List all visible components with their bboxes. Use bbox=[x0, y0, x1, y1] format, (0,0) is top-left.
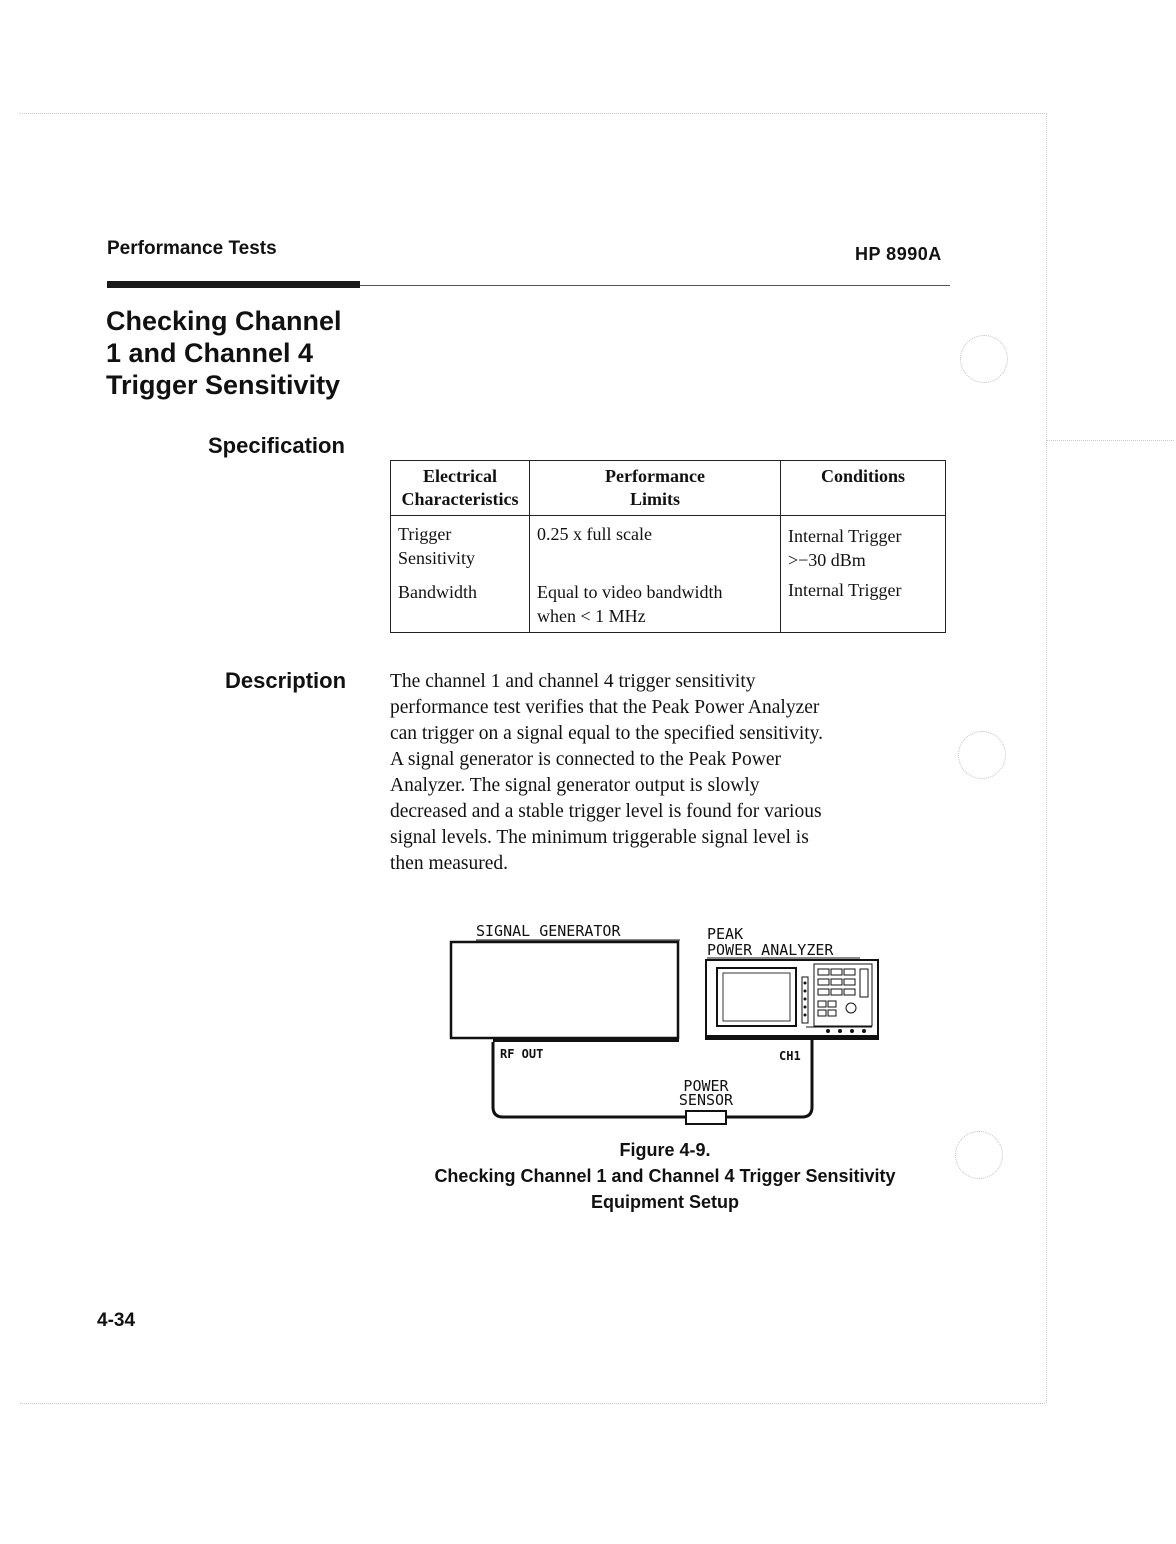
description-line: A signal generator is connected to the Peak Power bbox=[390, 749, 781, 770]
peak-power-analyzer-instrument bbox=[706, 960, 878, 1040]
description-line: signal levels. The minimum triggerable signal level is bbox=[390, 827, 809, 848]
figure-number: Figure 4-9. bbox=[619, 1140, 711, 1160]
cell-conditions bbox=[781, 516, 946, 577]
description-line: Analyzer. The signal generator output is slowly bbox=[390, 775, 760, 796]
scan-border-top bbox=[20, 113, 1045, 114]
label-signal-generator: SIGNAL GENERATOR bbox=[476, 922, 621, 940]
equipment-setup-diagram bbox=[440, 915, 900, 1135]
cell-line: Internal Trigger bbox=[788, 526, 902, 546]
punch-hole-top bbox=[960, 335, 1008, 383]
running-header-right: HP 8990A bbox=[855, 244, 942, 264]
description-line: then measured. bbox=[390, 853, 509, 874]
description-line: performance test verifies that the Peak Power Analyzer bbox=[390, 697, 820, 718]
column-header-line: Characteristics bbox=[401, 489, 519, 509]
cell-characteristic bbox=[391, 516, 530, 577]
label-power: POWER bbox=[683, 1077, 729, 1095]
cell-conditions bbox=[781, 576, 946, 633]
column-header-line: Limits bbox=[629, 489, 680, 509]
column-header-limits bbox=[530, 461, 781, 516]
label-sensor: SENSOR bbox=[678, 1091, 734, 1109]
scan-border-right bbox=[1046, 113, 1047, 1403]
description-text bbox=[390, 669, 950, 877]
analyzer-screen bbox=[717, 968, 796, 1026]
cell-line: Sensitivity bbox=[398, 548, 476, 568]
specification-heading: Specification bbox=[208, 433, 345, 458]
description-line: The channel 1 and channel 4 trigger sensitivity bbox=[390, 671, 756, 692]
cell-line: when < 1 MHz bbox=[537, 606, 646, 626]
section-title-line: 1 and Channel 4 bbox=[106, 338, 314, 368]
figure-caption-line: Checking Channel 1 and Channel 4 Trigger Sensitivity bbox=[434, 1166, 896, 1186]
label-peak: PEAK bbox=[707, 925, 744, 943]
power-sensor-box bbox=[686, 1111, 726, 1124]
running-header-left: Performance Tests bbox=[107, 238, 277, 259]
label-rf-out: RF OUT bbox=[500, 1047, 544, 1061]
signal-generator-base bbox=[493, 1038, 679, 1042]
description-line: can trigger on a signal equal to the specified sensitivity. bbox=[390, 723, 824, 744]
page-number: 4-34 bbox=[97, 1310, 136, 1331]
header-rule-thick bbox=[107, 281, 360, 288]
cell-line: Equal to video bandwidth bbox=[537, 582, 723, 602]
table-row bbox=[391, 516, 946, 577]
column-header-conditions bbox=[781, 461, 946, 516]
signal-generator-box bbox=[451, 942, 678, 1038]
section-title bbox=[106, 305, 376, 401]
column-header-line: Performance bbox=[605, 466, 705, 486]
cell-line: Trigger bbox=[398, 524, 452, 544]
cell-line: Bandwidth bbox=[398, 582, 477, 602]
header-rule-thin bbox=[360, 285, 950, 286]
label-ch1: CH1 bbox=[779, 1049, 801, 1063]
punch-hole-bottom bbox=[955, 1131, 1003, 1179]
label-power-analyzer: POWER ANALYZER bbox=[707, 941, 834, 959]
column-header-line: Conditions bbox=[820, 466, 906, 486]
punch-hole-middle bbox=[958, 731, 1006, 779]
cell-characteristic bbox=[391, 576, 530, 633]
scan-border-bottom bbox=[20, 1403, 1045, 1404]
description-line: decreased and a stable trigger level is found for various bbox=[390, 801, 822, 822]
cell-limits bbox=[530, 576, 781, 633]
cell-line: >−30 dBm bbox=[788, 550, 866, 570]
description-heading: Description bbox=[225, 668, 347, 693]
section-title-line: Trigger Sensitivity bbox=[106, 370, 341, 400]
cell-limits bbox=[530, 516, 781, 577]
cell-line: Internal Trigger bbox=[788, 580, 902, 600]
scan-border-side bbox=[1046, 440, 1174, 441]
cell-line: 0.25 x full scale bbox=[537, 524, 652, 544]
section-title-line: Checking Channel bbox=[106, 306, 342, 336]
specification-table bbox=[390, 460, 946, 633]
column-header-characteristics bbox=[391, 461, 530, 516]
figure-caption-line: Equipment Setup bbox=[591, 1192, 739, 1212]
column-header-line: Electrical bbox=[423, 466, 497, 486]
table-header-row bbox=[391, 461, 946, 516]
table-row bbox=[391, 576, 946, 633]
